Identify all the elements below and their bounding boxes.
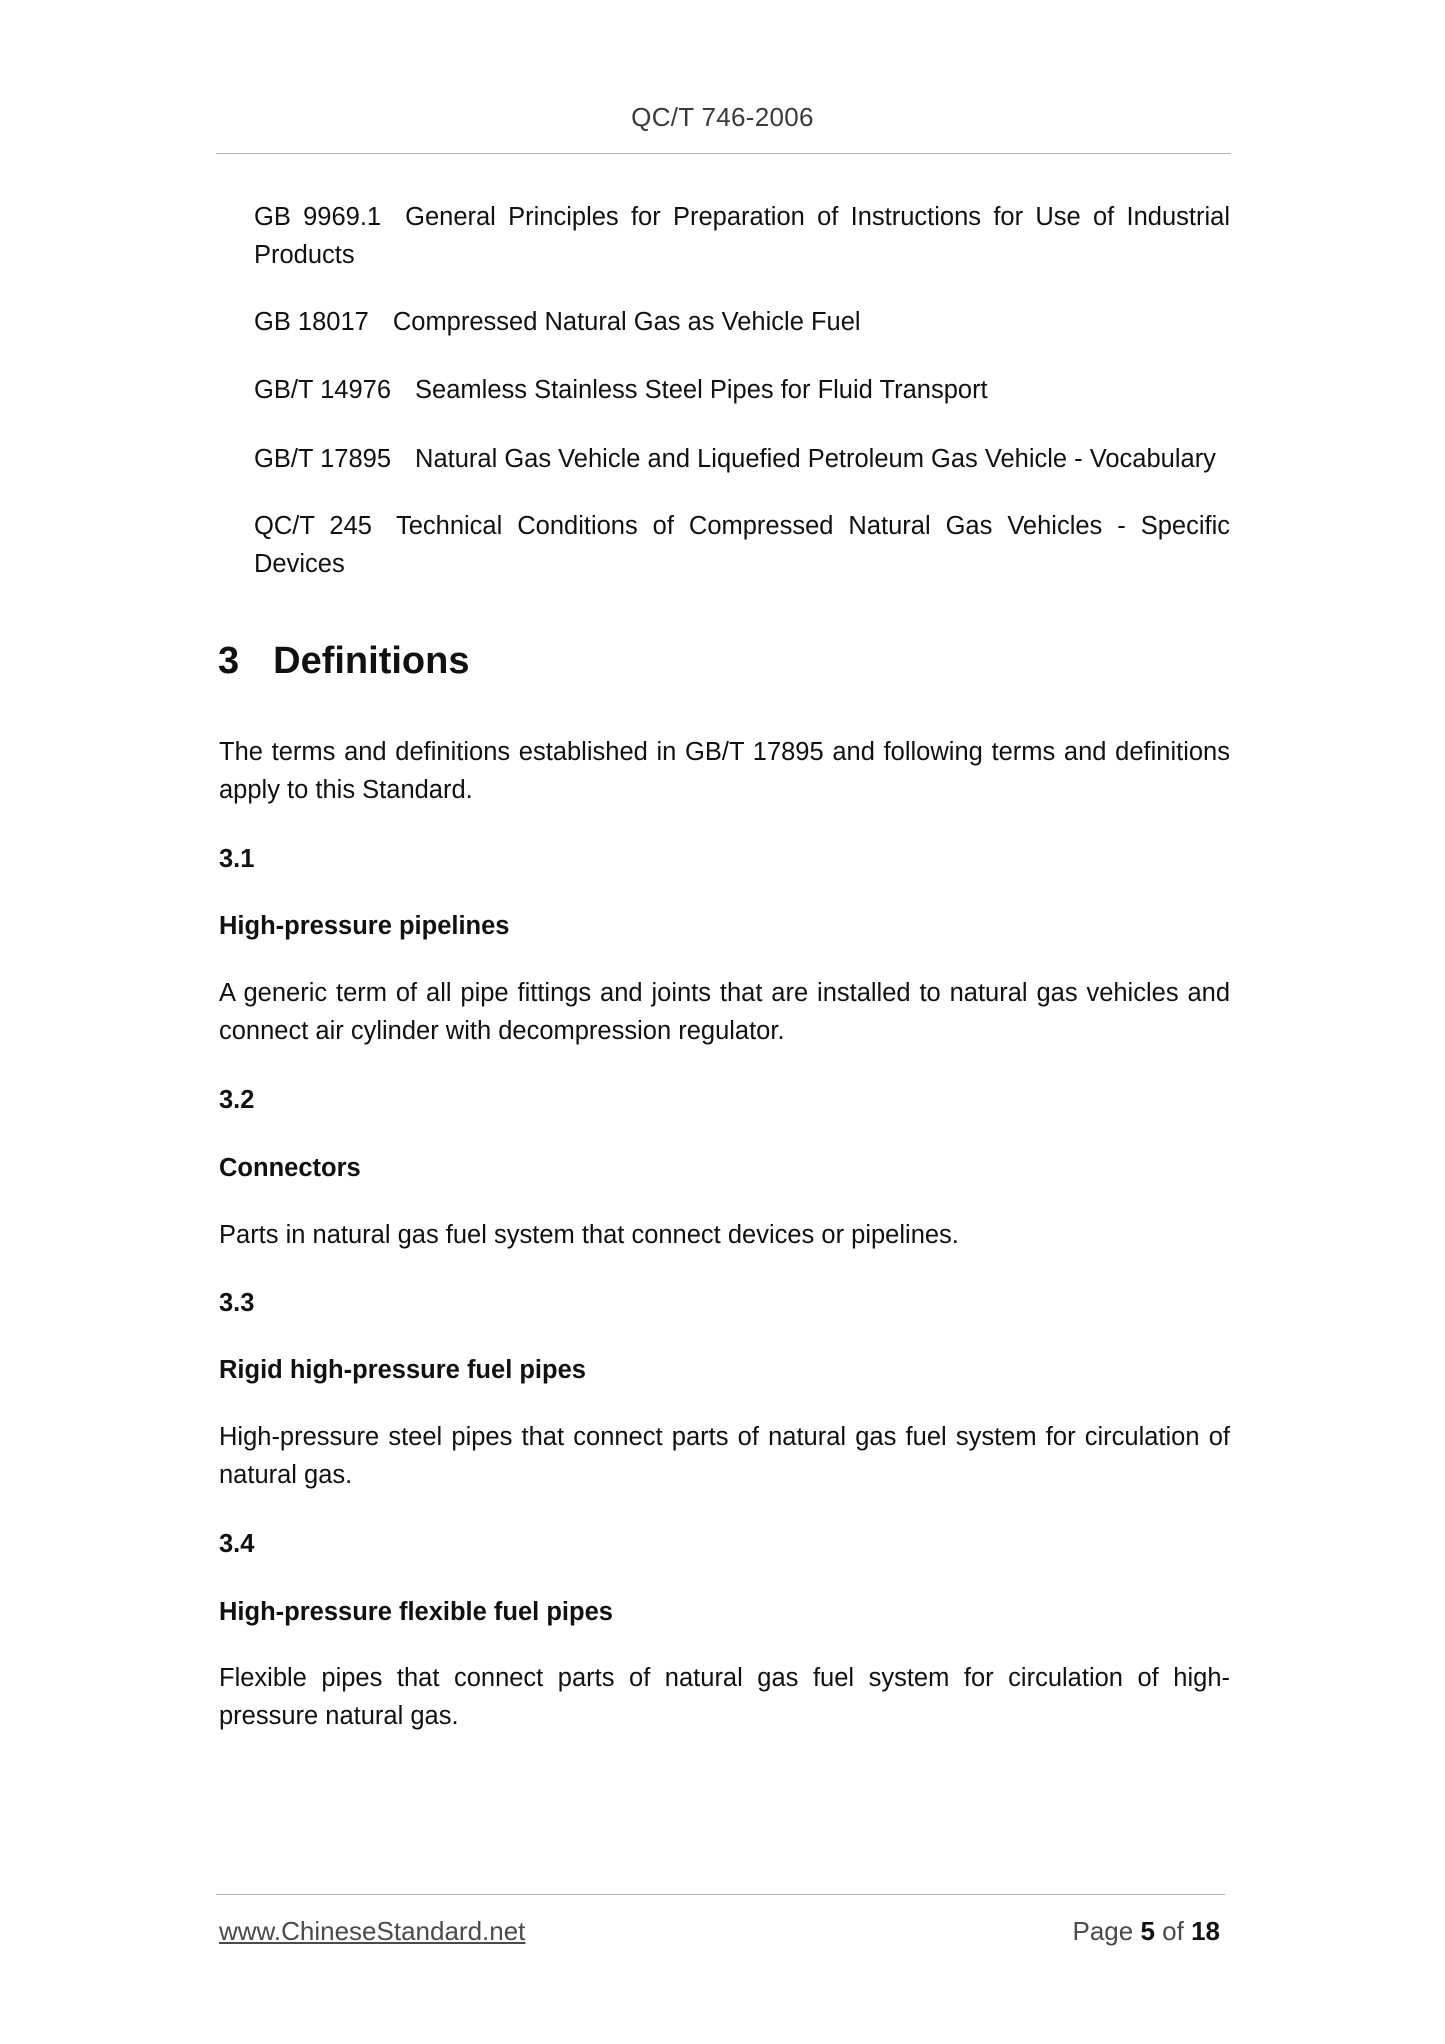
website-link[interactable]: www.ChineseStandard.net [219, 1916, 526, 1946]
definition-term: Rigid high-pressure fuel pipes [219, 1356, 586, 1384]
page-label: Page [1072, 1916, 1134, 1946]
reference-title: Natural Gas Vehicle and Liquefied Petroleum Gas Vehicle - Vocabulary [415, 445, 1216, 473]
reference-title: General Principles for Preparation of Instructions for Use of Industrial Products [254, 203, 1230, 269]
section-title: Definitions [273, 640, 470, 682]
footer-divider [216, 1894, 1225, 1895]
current-page: 5 [1140, 1916, 1155, 1946]
total-pages: 18 [1191, 1916, 1220, 1946]
section-heading [218, 638, 469, 684]
header-divider [216, 153, 1231, 154]
reference-code: GB 9969.1 [254, 203, 382, 231]
reference-title: Technical Conditions of Compressed Natural Gas Vehicles - Specific Devices [254, 512, 1230, 578]
section-number: 3 [218, 640, 240, 682]
reference-code: GB 18017 [254, 308, 369, 336]
definition-term: High-pressure pipelines [219, 912, 510, 940]
reference-item [254, 440, 1230, 478]
reference-item [254, 371, 1230, 409]
definition-number: 3.2 [219, 1086, 255, 1114]
reference-item [254, 198, 1230, 274]
section-intro: The terms and definitions established in GB/T 17895 and following terms and definitions apply to this Standard. [219, 738, 1230, 804]
reference-title: Seamless Stainless Steel Pipes for Fluid Transport [415, 376, 988, 404]
reference-code: GB/T 17895 [254, 445, 392, 473]
reference-item [254, 303, 1230, 341]
definition-term: Connectors [219, 1154, 361, 1182]
definition-term: High-pressure flexible fuel pipes [219, 1598, 613, 1626]
page-header-title: QC/T 746-2006 [631, 102, 814, 132]
definition-text: High-pressure steel pipes that connect parts of natural gas fuel system for circulation of natural gas. [219, 1423, 1230, 1489]
reference-code: GB/T 14976 [254, 376, 392, 404]
definition-number: 3.3 [219, 1289, 255, 1317]
reference-code: QC/T 245 [254, 512, 372, 540]
reference-item [254, 507, 1230, 583]
reference-title: Compressed Natural Gas as Vehicle Fuel [392, 308, 861, 336]
page-separator: of [1162, 1916, 1184, 1946]
page-number [1072, 1916, 1220, 1947]
definition-number: 3.4 [219, 1530, 255, 1558]
definition-text: A generic term of all pipe fittings and joints that are installed to natural gas vehicles and connect air cylinder with decompression regulator. [219, 979, 1230, 1045]
definition-number: 3.1 [219, 845, 255, 873]
definition-text: Parts in natural gas fuel system that connect devices or pipelines. [219, 1221, 959, 1249]
definition-text: Flexible pipes that connect parts of natural gas fuel system for circulation of high-pressure natural gas. [219, 1664, 1230, 1730]
